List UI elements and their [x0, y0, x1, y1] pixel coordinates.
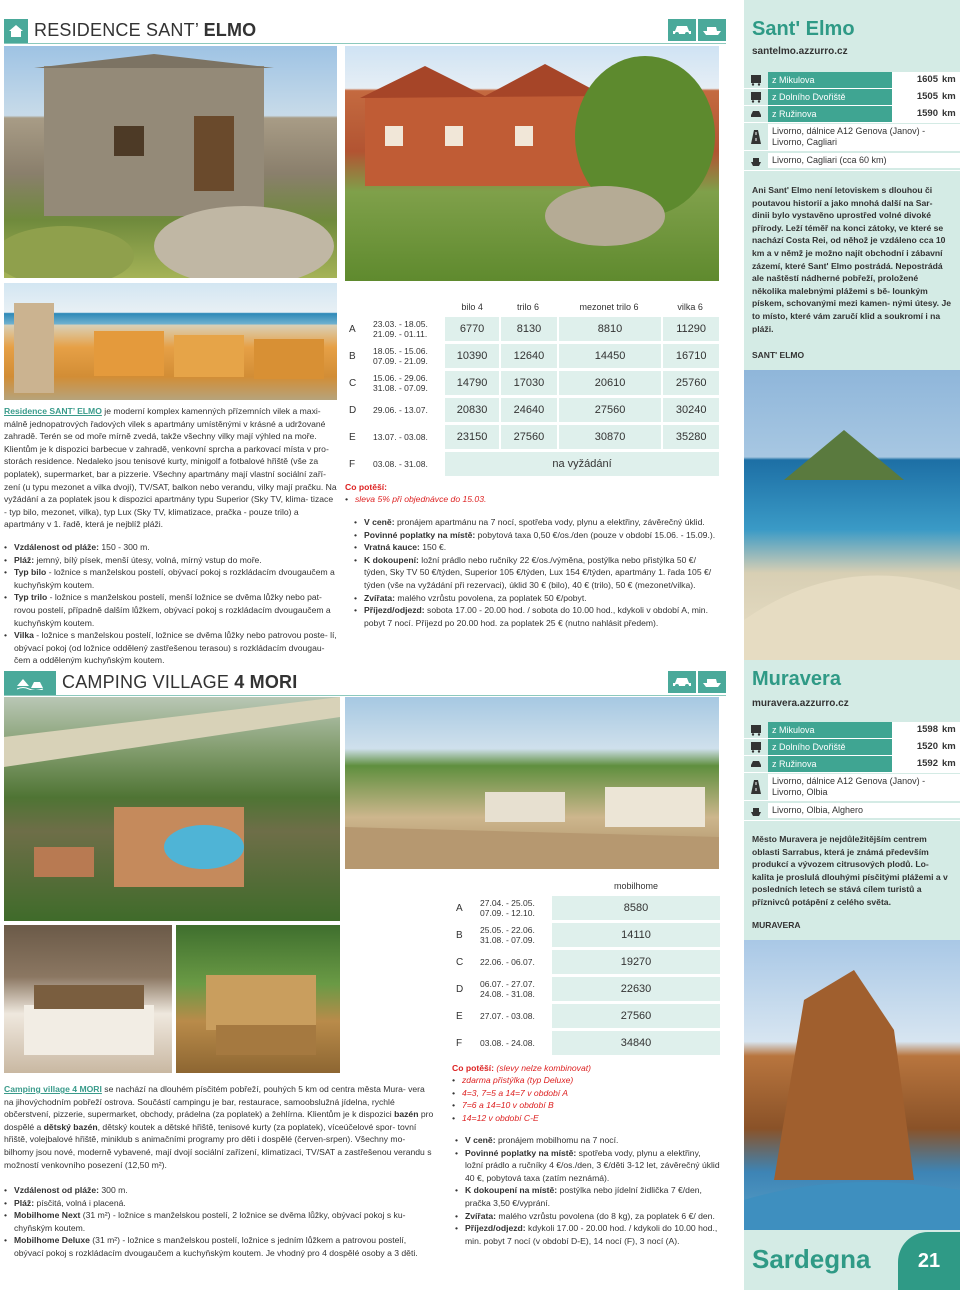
- co-potesi-label: Co potěší:: [452, 1063, 495, 1073]
- residence-description: Residence SANT’ ELMO je moderní komplex kamenných přízemních vilek a maxi- málně jednopatrových řadových vilek s apartmány umístěnými v krásné a udržované zahradě. Terén se od moře mírně zvedá, takže všechny vilky mají výhled na moře. Klientům je k dispozici barbecue v zahradě, venkovní sprcha a parkovací místa v pro- storách residence. Nedaleko jsou tenisové kurty, minigolf a fotbalové hřiště (vše za poplatek), supermarket, bar a pizzerie. Všechny apartmány mají vlastní sociální zaří- zení (u typu mezonet a vilka dvojí), TV/SAT, balkon nebo verandu, vilky mají pračku. Na vyžádání a za poplatek jsou k dispozici apartmány typu Superior (Sky TV, klima- tizace - typ bilo, mezonet, vilka), typ Lux (Sky TV, klimatizace, pračka - pouze trilo) a apartmány v 1. řadě, která je nejblíž pláži.: [4, 406, 337, 530]
- price-cell: 14790: [445, 371, 499, 395]
- price-cell: 17030: [499, 371, 557, 395]
- price-col-header: bilo 4: [461, 302, 483, 312]
- co-potesi-item: • 7=6 a 14=10 v období B: [452, 1099, 720, 1112]
- bus-icon: [744, 724, 768, 736]
- route-ship: Livorno, Cagliari (cca 60 km): [768, 153, 960, 168]
- season-label: C: [456, 956, 464, 968]
- season-label: E: [456, 1010, 463, 1022]
- price-col-header: vilka 6: [677, 302, 703, 312]
- route-from: z Ružinova: [768, 756, 892, 772]
- co-potesi-item: • sleva 5% při objednávce do 15.03.: [345, 493, 719, 506]
- route-row: [744, 72, 960, 89]
- price-cell: 20610: [557, 371, 661, 395]
- route-row: [744, 756, 960, 773]
- season-period: 23.03. - 18.05. 21.09. - 01.11.: [373, 319, 428, 339]
- feature-item: • Typ bilo - ložnice s manželskou postelí, obývací pokoj s rozkládacím dvougaučem a kuchyňským koutem.: [4, 566, 337, 591]
- camping-header: [4, 670, 726, 696]
- price-col-header: mobilhome: [613, 881, 659, 891]
- price-cell: 24640: [499, 398, 557, 422]
- route-km: 1605: [892, 72, 940, 88]
- car-icon: [744, 108, 768, 120]
- co-potesi-box: [452, 1062, 720, 1124]
- highway-icon: [744, 780, 768, 794]
- price-cell: 8810: [557, 317, 661, 341]
- car-icon: [668, 19, 696, 41]
- camping-icon: [4, 671, 56, 695]
- route-row: [744, 801, 960, 821]
- season-period: 18.05. - 15.06. 07.09. - 21.09.: [373, 346, 428, 366]
- route-km: 1598: [892, 722, 940, 738]
- route-unit: km: [940, 72, 960, 88]
- season-label: E: [349, 431, 356, 443]
- sant-elmo-text: Ani Sant' Elmo není letoviskem s dlouhou či poutavou historií a jako mnohá další na Sar- dinii bylo vystavěno uprostřed volné divoké přírody. Leží téměř na konci zátoky, ve které se nachází Costa Rei, od něhož je vzdáleno cca 10 km a v němž je možno najít obchodní i zábavní zázemí, které Sant' Elmo postrádá. Nepostrádá ale naštěstí nádherné pobřeží, proložené několika malebnými plážemi s bě- lounkým pískem, schovanými mezi kamen- nými útesy. Je to místo, které vám zaručí klid a soukromí i na pláži.: [752, 185, 952, 334]
- route-unit: km: [940, 739, 960, 755]
- car-icon: [744, 758, 768, 770]
- mobilhome-row-photo: [345, 697, 719, 869]
- bus-icon: [744, 741, 768, 753]
- co-potesi-item: • zdarma přistýlka (typ Deluxe): [452, 1074, 720, 1087]
- route-highway: Livorno, dálnice A12 Genova (Janov) - Livorno, Olbia: [768, 774, 960, 800]
- residence-header: [4, 18, 726, 44]
- price-cell: 35280: [661, 425, 719, 449]
- note-item: • K dokoupení na místě: postýlka nebo jídelní židlička 7 €/den, pračka 3,50 €/vyprání.: [455, 1184, 720, 1209]
- residence-title: RESIDENCE SANT’ ELMO: [34, 20, 257, 40]
- season-label: B: [456, 929, 463, 941]
- note-item: • Povinné poplatky na místě: pobytová taxa 0,50 €/os./den (pouze v období 15.06. - 15.09.).: [354, 529, 720, 542]
- camping-features: [4, 1184, 436, 1260]
- route-unit: km: [940, 106, 960, 122]
- route-km: 1590: [892, 106, 940, 122]
- route-row: [744, 773, 960, 801]
- bus-icon: [744, 74, 768, 86]
- co-potesi-note: (slevy nelze kombinovat): [494, 1063, 591, 1073]
- route-unit: km: [940, 722, 960, 738]
- price-cell: 19270: [552, 950, 720, 974]
- sant-elmo-caption: SANT' ELMO: [752, 350, 805, 360]
- price-row: [345, 317, 719, 341]
- price-row: [452, 923, 720, 947]
- highway-icon: [744, 130, 768, 144]
- price-col-header: mezonet trilo 6: [579, 302, 639, 312]
- price-cell: 16710: [661, 344, 719, 368]
- price-col-header: trilo 6: [516, 302, 539, 312]
- bus-icon: [744, 91, 768, 103]
- note-item: • V ceně: pronájem apartmánu na 7 nocí, spotřeba vody, plynu a elektřiny, závěrečný úklid.: [354, 516, 720, 529]
- price-cell: 34840: [552, 1031, 720, 1055]
- muravera-routes: [744, 722, 960, 821]
- feature-item: • Typ trilo - ložnice s manželskou postelí, menší ložnice se dvěma lůžky nebo pat- rovou postelí, případně dalším lůžkem, obývací pokoj s rozkládacím dvougaučem a kuchyňským koutem.: [4, 591, 337, 629]
- season-label: A: [349, 323, 356, 335]
- season-label: D: [349, 404, 357, 416]
- season-period: 27.07. - 03.08.: [480, 1011, 535, 1021]
- destination-sidebar: [744, 0, 960, 1290]
- price-cell: 25760: [661, 371, 719, 395]
- price-row: [345, 425, 719, 449]
- route-unit: km: [940, 89, 960, 105]
- route-row: [744, 89, 960, 106]
- co-potesi-box: [345, 481, 719, 506]
- season-label: F: [349, 458, 356, 470]
- car-icon: [668, 671, 696, 693]
- co-potesi-label: Co potěší:: [345, 482, 388, 492]
- stone-villa-photo: [4, 46, 337, 278]
- route-row: [744, 151, 960, 171]
- muravera-title: Muravera: [752, 668, 841, 690]
- ship-icon: [698, 671, 726, 693]
- note-item: • Příjezd/odjezd: sobota 17.00 - 20.00 hod. / sobota do 10.00 hod., kdykoli v období A, min. pobyt 7 nocí. Příjezd po 20.00 hod. za poplatek 25 € (nutno nahlásit předem).: [354, 604, 720, 629]
- season-label: D: [456, 983, 464, 995]
- bedroom-photo: [4, 925, 172, 1073]
- price-cell: 6770: [445, 317, 499, 341]
- camping-price-table: [452, 876, 720, 1124]
- feature-item: • Vzdálenost od pláže: 300 m.: [4, 1184, 436, 1197]
- note-item: • V ceně: pronájem mobilhomu na 7 nocí.: [455, 1134, 720, 1147]
- price-row: [452, 896, 720, 920]
- price-cell: 8580: [552, 896, 720, 920]
- price-cell: 12640: [499, 344, 557, 368]
- price-cell: 27560: [552, 1004, 720, 1028]
- orange-villas-photo: [4, 283, 337, 400]
- residence-features: [4, 541, 337, 667]
- season-period: 15.06. - 29.06. 31.08. - 07.09.: [373, 373, 428, 393]
- season-period: 22.06. - 06.07.: [480, 957, 535, 967]
- residence-notes: [354, 516, 720, 629]
- page-number: 21: [898, 1232, 960, 1290]
- transport-icons: [668, 671, 726, 693]
- feature-item: • Mobilhome Next (31 m²) - ložnice s manželskou postelí, 2 ložnice se dvěma lůžky, obývací pokoj s ku- chyňským koutem.: [4, 1209, 436, 1234]
- price-cell: 8130: [499, 317, 557, 341]
- note-item: • Zvířata: malého vzrůstu povolena (do 8 kg), za poplatek 6 €/ den.: [455, 1210, 720, 1223]
- sant-elmo-url[interactable]: santelmo.azzurro.cz: [752, 46, 848, 57]
- price-cell: 22630: [552, 977, 720, 1001]
- aerial-camping-photo: [4, 697, 340, 921]
- route-row: [744, 123, 960, 151]
- residence-name-link[interactable]: Residence SANT’ ELMO: [4, 406, 102, 416]
- note-item: • Příjezd/odjezd: kdykoli 17.00 - 20.00 hod. / kdykoli do 10.00 hod., min. pobyt 7 nocí (v období D-E), 14 nocí (F), 3 nocí (A).: [455, 1222, 720, 1247]
- camping-title: CAMPING VILLAGE 4 MORI: [62, 672, 298, 692]
- season-label: B: [349, 350, 356, 362]
- co-potesi-item: • 14=12 v období C-E: [452, 1112, 720, 1125]
- price-cell: 11290: [661, 317, 719, 341]
- feature-item: • Pláž: písčitá, volná i placená.: [4, 1197, 436, 1210]
- co-potesi-item: • 4=3, 7=5 a 14=7 v období A: [452, 1087, 720, 1100]
- camping-name-link[interactable]: Camping village 4 MORI: [4, 1084, 102, 1094]
- price-row: [345, 398, 719, 422]
- camping-notes: [455, 1134, 720, 1247]
- season-label: C: [349, 377, 357, 389]
- price-row: [452, 977, 720, 1001]
- price-cell: 20830: [445, 398, 499, 422]
- route-from: z Dolního Dvořiště: [768, 89, 892, 105]
- season-label: F: [456, 1037, 463, 1049]
- route-row: [744, 722, 960, 739]
- route-from: z Mikulova: [768, 722, 892, 738]
- price-cell: 30870: [557, 425, 661, 449]
- route-km: 1592: [892, 756, 940, 772]
- route-row: [744, 106, 960, 123]
- route-unit: km: [940, 756, 960, 772]
- season-period: 06.07. - 27.07. 24.08. - 31.08.: [480, 979, 535, 999]
- route-from: z Mikulova: [768, 72, 892, 88]
- sant-elmo-beach-photo: [744, 370, 960, 660]
- ferry-icon: [744, 155, 768, 167]
- muravera-url[interactable]: muravera.azzurro.cz: [752, 698, 849, 709]
- season-label: A: [456, 902, 463, 914]
- ship-icon: [698, 19, 726, 41]
- note-item: • Zvířata: malého vzrůstu povolena, za poplatek 50 €/pobyt.: [354, 592, 720, 605]
- note-item: • Povinné poplatky na místě: spotřeba vody, plynu a elektřiny, ložní prádlo a ručníky 4 €/os./den, 3 €/děti 3-12 let, závěrečný úklid 40 €, pobytová taxa (zatím neznámá).: [455, 1147, 720, 1185]
- route-km: 1505: [892, 89, 940, 105]
- residence-price-table: [345, 297, 719, 506]
- note-item: • Vratná kauce: 150 €.: [354, 541, 720, 554]
- route-highway: Livorno, dálnice A12 Genova (Janov) - Livorno, Cagliari: [768, 124, 960, 150]
- transport-icons: [668, 19, 726, 41]
- season-period: 25.05. - 22.06. 31.08. - 07.09.: [480, 925, 535, 945]
- season-period: 27.04. - 25.05. 07.09. - 12.10.: [480, 898, 535, 918]
- season-period: 29.06. - 13.07.: [373, 405, 428, 415]
- camping-description: Camping village 4 MORI se nachází na dlouhém písčitém pobřeží, pouhých 5 km od centra města Mura- vera na jihovýchodním pobřeží ostrova. Součástí campingu je bar, restaurace, samoobslužná jídelna, rychlé občerstvení, pizzerie, supermarket, obchody, prádelna (za poplatek) a žehlírna. Klientům je k dispozici bazén pro dospělé a dětský bazén, dětský koutek a dětské hřiště, tenisové kurty (za poplatek), víceúčelové spor- tovní hřiště, volejbalové hřiště, miniklub s animačními programy pro děti i dospělé (červen-srpen). Všechny mo- bilhomy jsou nové, moderně vybavené, mají dvojí sociální zařízení, klimatizaci, TV/SAT a zastřešenou verandu s možností venkovního posezení (12,50 m²).: [4, 1084, 434, 1170]
- route-ship: Livorno, Olbia, Alghero: [768, 803, 960, 818]
- season-period: 03.08. - 24.08.: [480, 1038, 535, 1048]
- price-row: [452, 1031, 720, 1055]
- sant-elmo-title: Sant' Elmo: [752, 18, 855, 40]
- feature-item: • Pláž: jemný, bílý písek, menší útesy, volná, mírný vstup do moře.: [4, 554, 337, 567]
- house-icon: [4, 19, 28, 43]
- feature-item: • Vilka - ložnice s manželskou postelí, ložnice se dvěma lůžky nebo patrovou poste- lí, obývací pokoj (od ložnice oddělený zastřešenou terasou) s rozkládacím dvougau- čem a odděleným kuchyňským koutem.: [4, 629, 337, 667]
- price-cell: 14110: [552, 923, 720, 947]
- price-row: [345, 452, 719, 476]
- note-item: • K dokoupení: ložní prádlo nebo ručníky 22 €/os./výměna, postýlka nebo přistýlka 50 €/ týden, Sky TV 50 €/týden, Superior 105 €/týden, Lux 154 €/týden, apartmány 1. řada 105 €/ týden (vše na vyžádání při rezervaci), úklid 30 € (bilo), 40 € (trilo), 50 € (mezonet/vilka).: [354, 554, 720, 592]
- route-row: [744, 739, 960, 756]
- price-row: [452, 950, 720, 974]
- price-cell: 27560: [557, 398, 661, 422]
- price-cell: na vyžádání: [445, 452, 719, 476]
- price-cell: 14450: [557, 344, 661, 368]
- region-title: Sardegna: [752, 1244, 871, 1274]
- ferry-icon: [744, 805, 768, 817]
- season-period: 13.07. - 03.08.: [373, 432, 428, 442]
- muravera-rock-photo: [744, 940, 960, 1230]
- muravera-text: Město Muravera je nejdůležitějším centrem oblasti Sarrabus, která je známá především produkcí a vývozem citrusových plodů. Lo- kalita je proslulá dlouhými písčitými plážemi a v posledních letech se stává cílem turistů a příznivců potápění z celého světa.: [752, 834, 948, 907]
- route-from: z Dolního Dvořiště: [768, 739, 892, 755]
- price-row: [452, 1004, 720, 1028]
- red-houses-photo: [345, 46, 719, 281]
- season-period: 03.08. - 31.08.: [373, 459, 428, 469]
- price-cell: 30240: [661, 398, 719, 422]
- sant-elmo-routes: [744, 72, 960, 171]
- price-cell: 27560: [499, 425, 557, 449]
- price-cell: 10390: [445, 344, 499, 368]
- price-row: [345, 344, 719, 368]
- feature-item: • Vzdálenost od pláže: 150 - 300 m.: [4, 541, 337, 554]
- feature-item: • Mobilhome Deluxe (31 m²) - ložnice s manželskou postelí, ložnice s jedním lůžkem a patrovou postelí, obývací pokoj s rozkládacím dvougaučem a kuchyňským koutem. Je vhodný pro 4 dospělé osoby a 3 děti.: [4, 1234, 436, 1259]
- muravera-caption: MURAVERA: [752, 920, 801, 930]
- veranda-photo: [176, 925, 340, 1073]
- price-cell: 23150: [445, 425, 499, 449]
- route-from: z Ružinova: [768, 106, 892, 122]
- route-km: 1520: [892, 739, 940, 755]
- price-row: [345, 371, 719, 395]
